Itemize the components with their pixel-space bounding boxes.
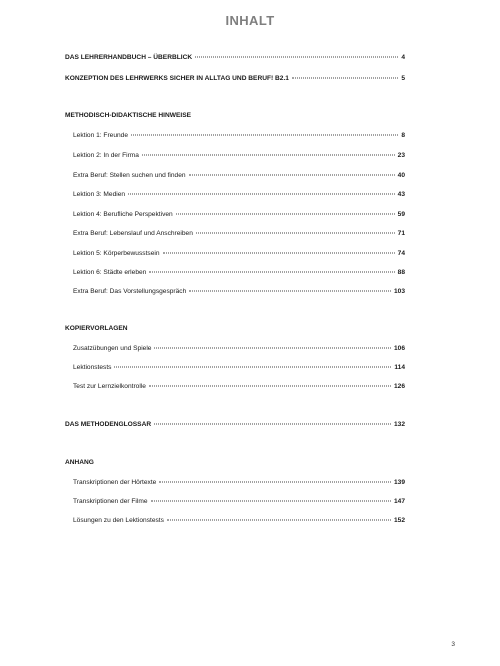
- toc-entry-label: Lektion 4: Berufliche Perspektiven: [73, 211, 173, 218]
- toc-entry-label: Lektion 2: In der Firma: [73, 152, 139, 159]
- toc-entry-loesungen[interactable]: [73, 516, 405, 525]
- toc-entry-page: 43: [397, 191, 405, 198]
- toc-entry-lektion-4[interactable]: [73, 210, 405, 219]
- toc-entry-label: Zusatzübungen und Spiele: [73, 345, 152, 352]
- toc-entry-zusatzuebungen[interactable]: [73, 344, 405, 353]
- toc-leader-dots: [142, 155, 395, 156]
- toc-entry-page: 4: [401, 54, 405, 61]
- toc-entry-page: 139: [393, 479, 405, 486]
- toc-leader-dots: [189, 175, 395, 176]
- toc-leader-dots: [163, 253, 395, 254]
- toc-entry-filme[interactable]: [73, 497, 405, 506]
- toc-entry-label: Lösungen zu den Lektionstests: [73, 517, 164, 524]
- toc-entry-page: 23: [397, 152, 405, 159]
- toc-entry-lektion-2[interactable]: [73, 151, 405, 160]
- toc-entry-page: 71: [397, 230, 405, 237]
- toc-entry-label: Lektion 3: Medien: [73, 191, 126, 198]
- toc-leader-dots: [196, 233, 395, 234]
- toc-entry-extra-beruf-stellen[interactable]: [73, 171, 405, 180]
- toc-entry-label: Lektion 5: Körperbewusstsein: [73, 250, 160, 257]
- toc-leader-dots: [149, 272, 394, 273]
- toc-entry-label: DAS LEHRERHANDBUCH – ÜBERBLICK: [65, 54, 193, 61]
- toc-entry-page: 152: [393, 517, 405, 524]
- toc-entry-konzeption[interactable]: [65, 74, 405, 83]
- toc-entry-label: Extra Beruf: Das Vorstellungsgespräch: [73, 288, 187, 295]
- toc-entry-lektion-3[interactable]: [73, 190, 405, 199]
- page-title: INHALT: [225, 13, 275, 28]
- toc-entry-label: Extra Beruf: Stellen suchen und finden: [73, 172, 186, 179]
- toc-entry-page: 8: [401, 132, 405, 139]
- toc-leader-dots: [131, 135, 398, 136]
- toc-entry-lehrerhandbuch[interactable]: [65, 53, 405, 62]
- toc-entry-label: Transkriptionen der Hörtexte: [73, 479, 157, 486]
- toc-entry-page: 147: [393, 498, 405, 505]
- toc-entry-page: 40: [397, 172, 405, 179]
- toc-entry-label: Extra Beruf: Lebenslauf und Anschreiben: [73, 230, 193, 237]
- toc-entry-lektionstests[interactable]: [73, 363, 405, 372]
- toc-entry-label: Lektionstests: [73, 364, 112, 371]
- section-heading-kopiervorlagen: KOPIERVORLAGEN: [65, 325, 128, 332]
- toc-leader-dots: [195, 57, 398, 58]
- toc-leader-dots: [167, 520, 391, 521]
- toc-entry-page: 132: [393, 421, 405, 428]
- toc-entry-label: Test zur Lernzielkontrolle: [73, 383, 146, 390]
- toc-entry-page: 59: [397, 211, 405, 218]
- section-heading-methodik: METHODISCH-DIDAKTISCHE HINWEISE: [65, 112, 192, 119]
- toc-leader-dots: [189, 291, 391, 292]
- toc-entry-label: Lektion 1: Freunde: [73, 132, 128, 139]
- toc-leader-dots: [149, 386, 391, 387]
- toc-entry-label: DAS METHODENGLOSSAR: [65, 421, 152, 428]
- toc-entry-lernzielkontrolle[interactable]: [73, 382, 405, 391]
- toc-leader-dots: [151, 501, 391, 502]
- toc-leader-dots: [159, 482, 391, 483]
- toc-entry-page: 126: [393, 383, 405, 390]
- toc-entry-page: 88: [397, 269, 405, 276]
- toc-leader-dots: [176, 214, 395, 215]
- toc-leader-dots: [128, 194, 395, 195]
- toc-leader-dots: [114, 367, 391, 368]
- toc-entry-lektion-1[interactable]: [73, 131, 405, 140]
- toc-entry-page: 114: [394, 364, 405, 371]
- toc-leader-dots: [154, 424, 391, 425]
- toc-entry-page: 106: [393, 345, 405, 352]
- toc-entry-label: Lektion 6: Städte erleben: [73, 269, 147, 276]
- toc-entry-label: Transkriptionen der Filme: [73, 498, 148, 505]
- toc-leader-dots: [292, 78, 398, 79]
- toc-entry-methodenglossar[interactable]: [65, 420, 405, 429]
- toc-entry-hoertexte[interactable]: [73, 478, 405, 487]
- toc-entry-page: 103: [393, 288, 405, 295]
- toc-entry-extra-beruf-vorstellung[interactable]: [73, 287, 405, 296]
- toc-leader-dots: [154, 348, 391, 349]
- toc-entry-page: 74: [397, 250, 405, 257]
- toc-entry-page: 5: [401, 75, 405, 82]
- toc-entry-label: KONZEPTION DES LEHRWERKS SICHER IN ALLTAG UND BERUF! B2.1: [65, 75, 289, 82]
- section-heading-anhang: ANHANG: [65, 459, 94, 466]
- toc-entry-extra-beruf-lebenslauf[interactable]: [73, 229, 405, 238]
- toc-entry-lektion-6[interactable]: [73, 268, 405, 277]
- page-number: 3: [451, 641, 455, 648]
- toc-entry-lektion-5[interactable]: [73, 249, 405, 258]
